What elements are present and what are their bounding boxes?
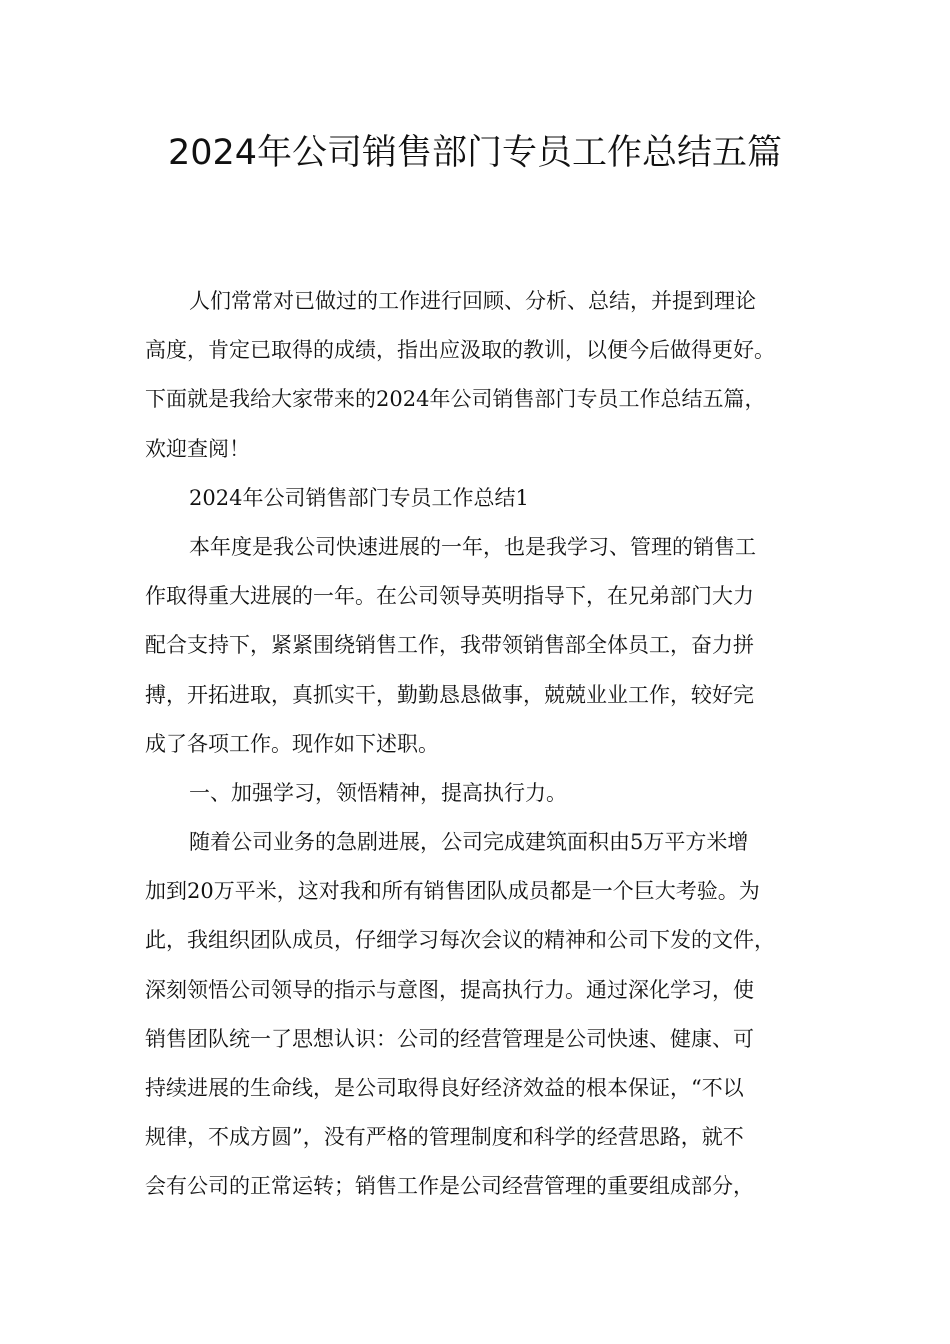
paragraph-line: 销售团队统一了思想认识：公司的经营管理是公司快速、健康、可 (145, 1026, 754, 1051)
paragraph-line: 随着公司业务的急剧进展，公司完成建筑面积由5万平方米增 (189, 830, 749, 855)
paragraph-line: 成了各项工作。现作如下述职。 (145, 731, 439, 756)
paragraph-line: 规律，不成方圆”，没有严格的管理制度和科学的经营思路，就不 (145, 1125, 744, 1150)
paragraph-line: 本年度是我公司快速进展的一年，也是我学习、管理的销售工 (189, 534, 756, 559)
paragraph-line: 作取得重大进展的一年。在公司领导英明指导下，在兄弟部门大力 (145, 584, 754, 609)
paragraph-line: 人们常常对已做过的工作进行回顾、分析、总结，并提到理论 (189, 289, 756, 313)
paragraph-line: 欢迎查阅！ (145, 436, 250, 461)
paragraph-line: 高度，肯定已取得的成绩，指出应汲取的教训，以便今后做得更好。 (145, 338, 775, 363)
section-heading: 2024年公司销售部门专员工作总结1 (189, 485, 529, 510)
paragraph-line: 配合支持下，紧紧围绕销售工作，我带领销售部全体员工，奋力拼 (145, 633, 754, 658)
subsection-heading: 一、加强学习，领悟精神，提高执行力。 (189, 780, 567, 805)
paragraph-line: 会有公司的正常运转；销售工作是公司经营管理的重要组成部分， (145, 1174, 754, 1199)
paragraph-line: 持续进展的生命线，是公司取得良好经济效益的根本保证，“不以 (145, 1076, 744, 1100)
paragraph-line: 深刻领悟公司领导的指示与意图，提高执行力。通过深化学习，使 (145, 977, 754, 1002)
paragraph-line: 加到20万平米，这对我和所有销售团队成员都是一个巨大考验。为 (145, 879, 760, 904)
document-title: 2024年公司销售部门专员工作总结五篇 (167, 133, 783, 173)
paragraph-line: 此，我组织团队成员，仔细学习每次会议的精神和公司下发的文件， (145, 928, 775, 953)
paragraph-line: 搏，开拓进取，真抓实干，勤勤恳恳做事，兢兢业业工作，较好完 (145, 682, 754, 707)
paragraph-line: 下面就是我给大家带来的2024年公司销售部门专员工作总结五篇， (145, 387, 766, 412)
document-body (145, 277, 815, 1212)
